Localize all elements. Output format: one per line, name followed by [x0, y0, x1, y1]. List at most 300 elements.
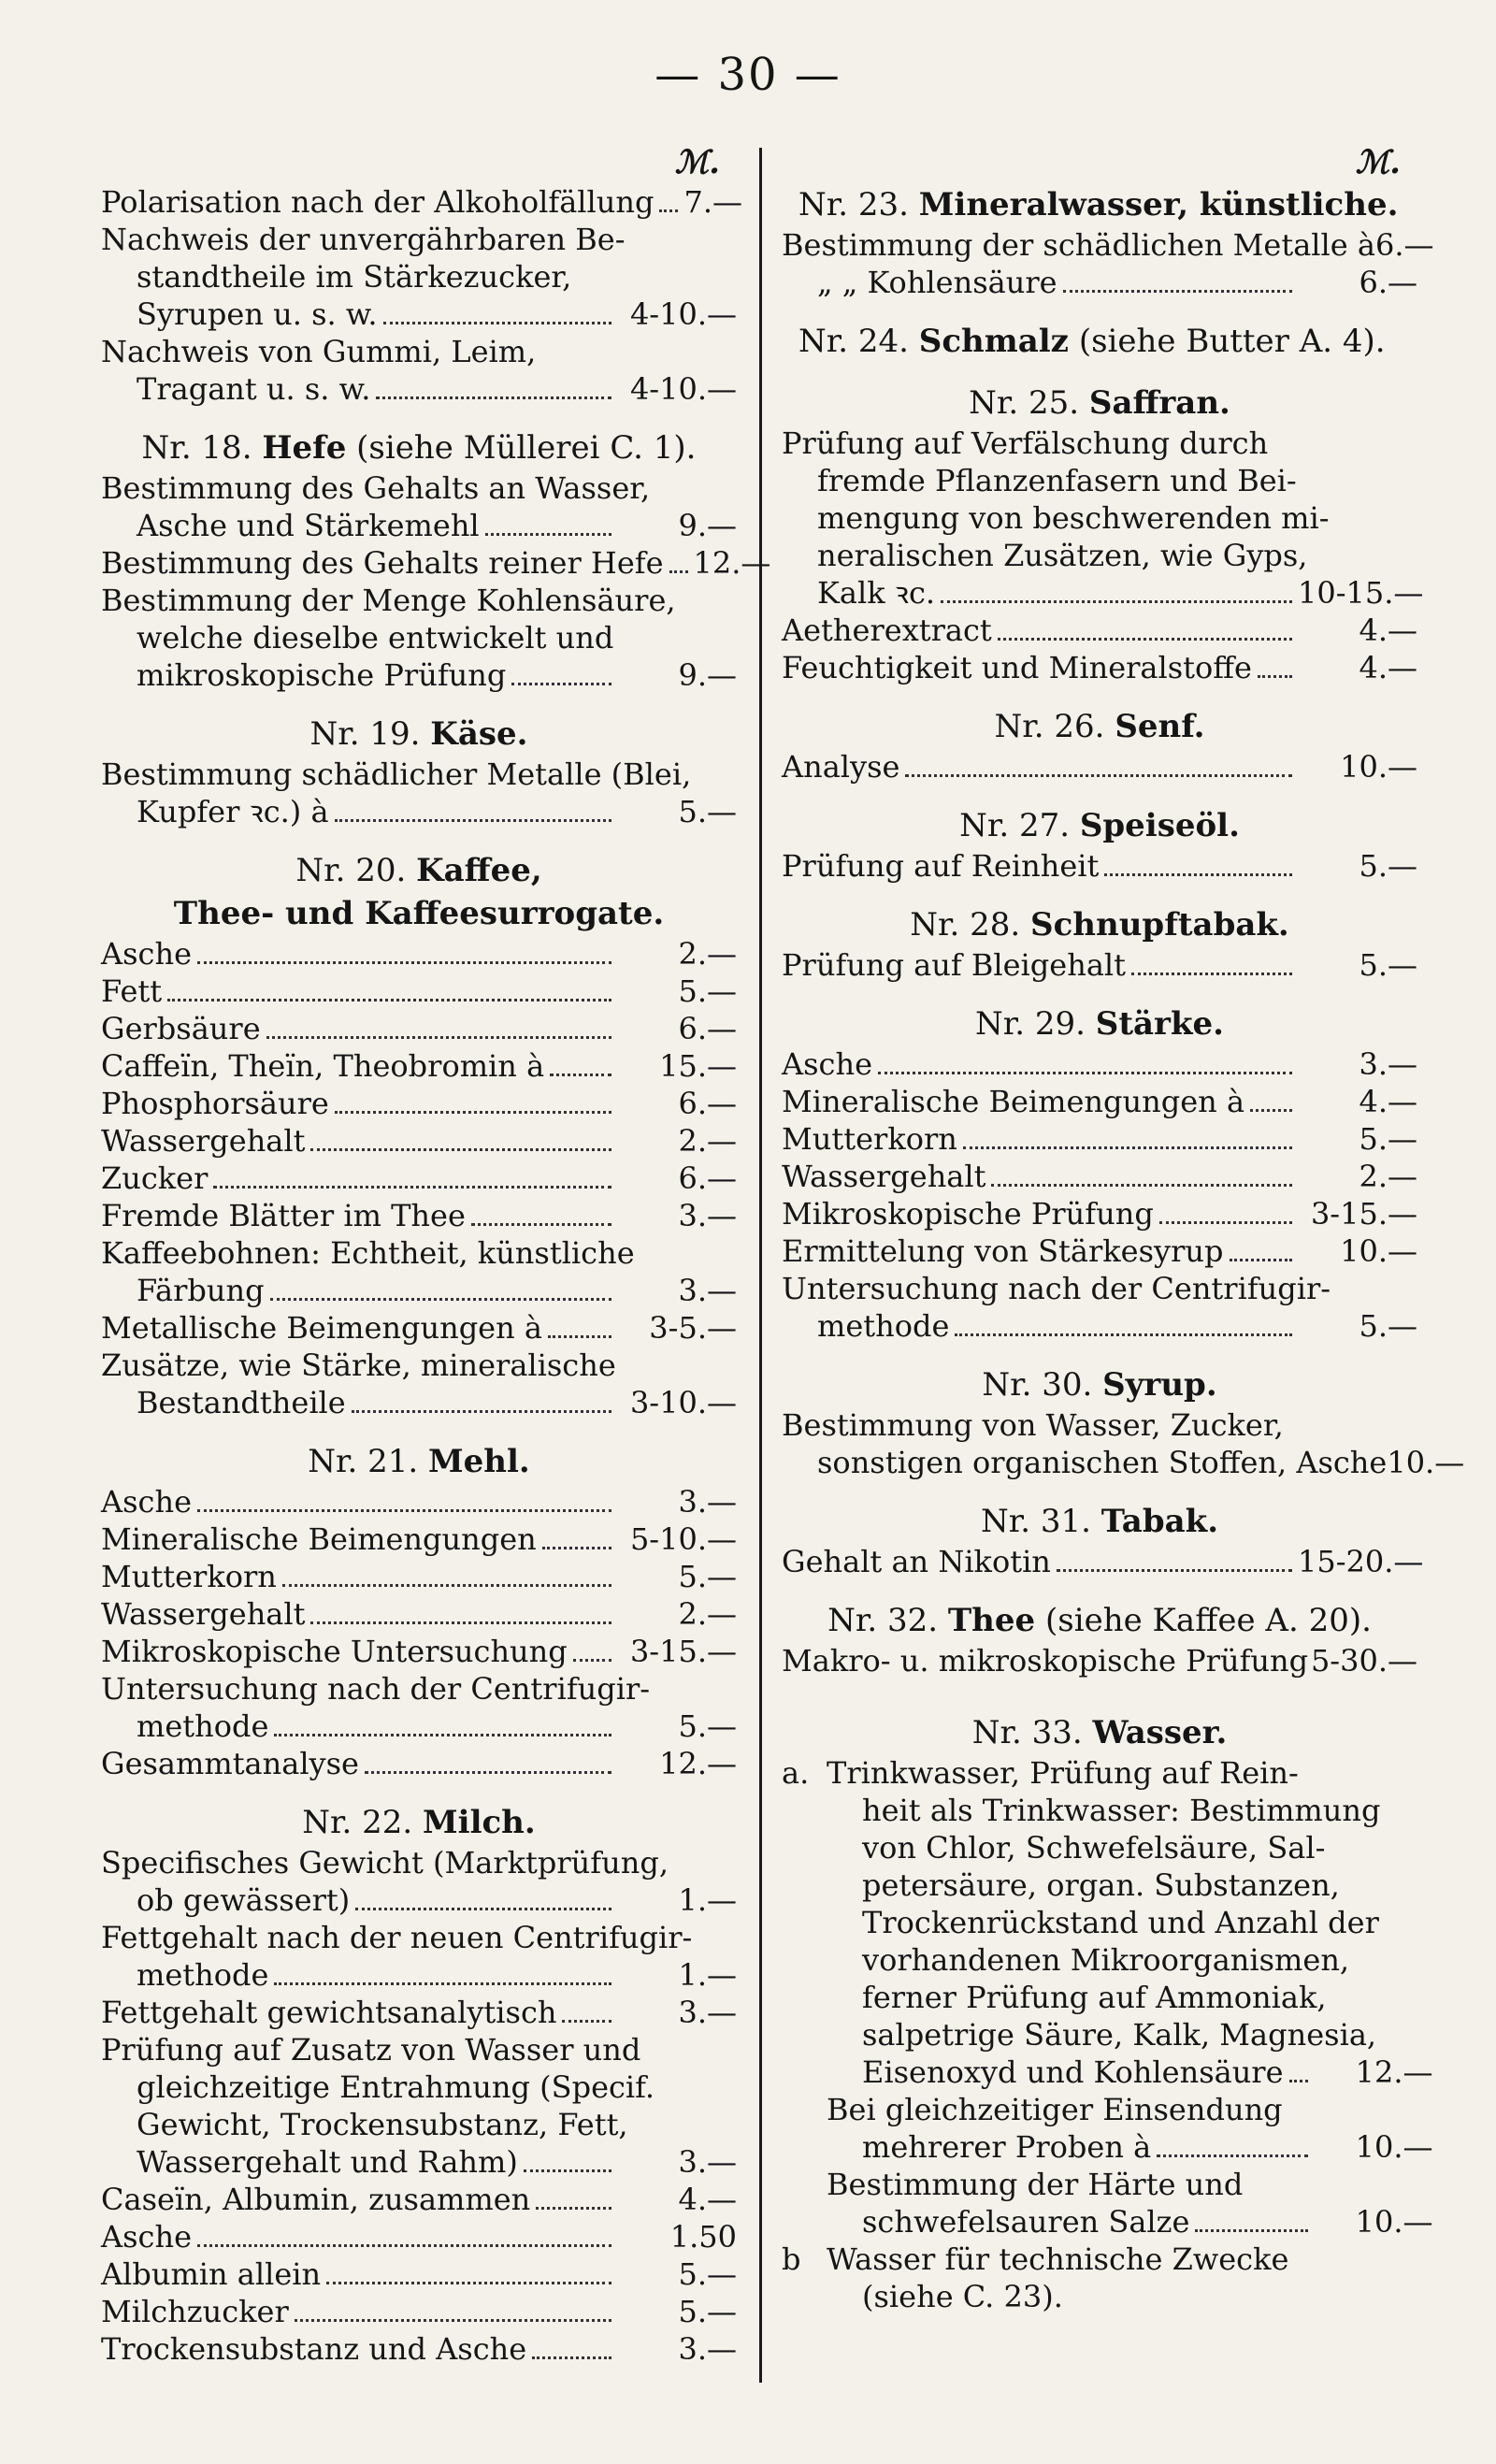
dot-leader — [1195, 2229, 1307, 2232]
entry-text-line: von Chlor, Schwefelsäure, Sal- — [862, 1830, 1326, 1866]
dot-leader — [1289, 2080, 1308, 2082]
entry-price: 6.— — [678, 1011, 737, 1046]
entry-price: 3.— — [1359, 1046, 1417, 1082]
price-entry — [101, 1956, 737, 1994]
entry-price: 12.— — [659, 1746, 737, 1781]
entry-price: 4.— — [1359, 650, 1417, 685]
entry-text-line: Bestimmung des Gehalts an Wasser, — [101, 470, 651, 506]
section-title: Speiseöl. — [1079, 807, 1240, 844]
entry-text-line: Bestimmung der Härte und — [827, 2167, 1244, 2202]
section-heading — [782, 705, 1417, 748]
price-entry — [101, 1197, 737, 1234]
entry-name: Bestandtheile — [137, 1385, 346, 1420]
dot-leader — [352, 1410, 611, 1413]
price-entry — [782, 1045, 1417, 1083]
section-heading — [101, 849, 737, 892]
entry-text-line: Nachweis der unvergährbaren Be- — [101, 222, 626, 257]
price-entry — [782, 1307, 1417, 1345]
section-note: (siehe Kaffee A. 20). — [1044, 1602, 1372, 1639]
entry-price: 5.— — [1359, 947, 1417, 983]
water-item — [782, 2241, 1417, 2315]
entry-name: Feuchtigkeit und Mineralstoffe — [782, 650, 1252, 685]
section-title: Thee — [947, 1602, 1036, 1639]
entry-price: 3-15.— — [629, 1634, 737, 1669]
entry-price: 1.— — [678, 1957, 737, 1993]
price-entry — [101, 544, 771, 582]
entry-price: 3.— — [678, 1198, 737, 1233]
price-entry — [101, 1272, 737, 1309]
entry-name: Albumin allein — [101, 2256, 322, 2292]
entry-price: 4.— — [1359, 612, 1417, 648]
entry-name: Wassergehalt — [782, 1159, 986, 1194]
entry-price: 3.— — [678, 1995, 737, 2030]
section-number: Nr. 31. — [980, 1503, 1091, 1540]
section-title: Käse. — [430, 715, 528, 753]
entry-name: Tragant u. s. w. — [137, 371, 371, 407]
dot-leader — [485, 533, 611, 536]
entry-name: Kalk ꝛc. — [817, 575, 936, 611]
entry-name: Ermittelung von Stärkesyrup — [782, 1233, 1224, 1269]
entry-price: 5.— — [678, 1559, 737, 1594]
entry-name: Asche — [782, 1046, 872, 1082]
price-entry — [782, 1195, 1417, 1232]
dot-leader — [998, 638, 1292, 641]
price-entry — [101, 1633, 737, 1670]
entry-name: Asche — [101, 936, 192, 972]
price-entry — [101, 2330, 737, 2368]
entry-price: 3.— — [678, 2331, 737, 2367]
dot-leader — [326, 2282, 611, 2284]
section-heading — [782, 1002, 1417, 1045]
price-entry — [827, 2053, 1433, 2091]
section-heading — [782, 382, 1417, 425]
dot-leader — [991, 1184, 1292, 1187]
entry-name: Färbung — [137, 1273, 265, 1308]
dot-leader — [542, 1547, 611, 1549]
entry-text-line: standtheile im Stärkezucker, — [137, 259, 572, 295]
dot-leader — [1063, 290, 1292, 293]
dot-leader — [941, 600, 1292, 603]
entry-text-line: vorhandenen Mikroorganismen, — [862, 1942, 1350, 1978]
left-column — [101, 142, 771, 2368]
entry-price: 5.— — [1359, 1121, 1417, 1157]
entry-text-line: Gewicht, Trockensubstanz, Fett, — [137, 2107, 628, 2142]
price-entry — [782, 1120, 1417, 1158]
section-title: Wasser. — [1092, 1714, 1228, 1751]
dot-leader — [511, 683, 611, 685]
entry-name: Prüfung auf Bleigehalt — [782, 947, 1126, 983]
price-entry — [101, 2255, 737, 2293]
section-number: Nr. 22. — [302, 1804, 413, 1841]
entry-price: 3.— — [678, 2144, 737, 2180]
entry-name: methode — [137, 1708, 269, 1744]
dot-leader — [310, 1621, 611, 1624]
price-entry — [101, 656, 737, 694]
entry-text-line: mengung von beschwerenden mi- — [817, 500, 1330, 536]
item-marker: a. — [782, 1755, 810, 1791]
entry-price: 9.— — [678, 657, 737, 693]
entry-text-line: Trinkwasser, Prüfung auf Rein- — [827, 1755, 1299, 1791]
entry-price: 5.— — [1359, 1308, 1417, 1344]
price-entry — [101, 507, 737, 544]
entry-price: 10.— — [1355, 2129, 1433, 2165]
dot-leader — [197, 2244, 611, 2247]
dot-leader — [1057, 1569, 1292, 1572]
price-entry — [782, 264, 1417, 301]
section-number: Nr. 33. — [971, 1714, 1083, 1751]
dot-leader — [282, 1584, 611, 1587]
dot-leader — [536, 2207, 611, 2210]
price-entry — [827, 2203, 1433, 2241]
entry-price: 2.— — [678, 936, 737, 972]
entry-name: Asche — [101, 2219, 192, 2255]
entry-name: mehrerer Proben à — [862, 2129, 1152, 2165]
price-entry — [101, 1160, 737, 1197]
entry-price: 5-30.— — [1310, 1643, 1417, 1679]
section-number: Nr. 21. — [308, 1443, 419, 1480]
entry-price: 3-15.— — [1310, 1196, 1417, 1232]
entry-name: Makro- u. mikroskopische Prüfung — [782, 1643, 1309, 1679]
entry-price: 2.— — [678, 1596, 737, 1632]
entry-text-line: Bei gleichzeitiger Einsendung — [827, 2092, 1283, 2127]
dot-leader — [197, 1509, 611, 1512]
dot-leader — [274, 1982, 611, 1985]
section-number: Nr. 30. — [982, 1366, 1093, 1404]
section-note: (siehe Butter A. 4). — [1078, 323, 1386, 360]
price-entry — [101, 1010, 737, 1047]
currency-symbol: ℳ. — [674, 144, 720, 181]
section-number: Nr. 28. — [910, 906, 1021, 944]
dot-leader — [963, 1146, 1292, 1149]
price-entry — [782, 1158, 1417, 1195]
entry-name: Caseïn, Albumin, zusammen — [101, 2182, 531, 2217]
entry-name: Analyse — [782, 749, 900, 785]
dot-leader — [383, 322, 611, 324]
section-number: Nr. 20. — [295, 852, 407, 889]
price-entry — [101, 1881, 737, 1919]
price-entry — [101, 183, 742, 221]
dot-leader — [1157, 2154, 1307, 2157]
price-entry — [101, 2181, 737, 2218]
section-title: Mineralwasser, künstliche. — [918, 186, 1399, 223]
right-column — [782, 142, 1465, 2315]
price-entry — [101, 370, 737, 408]
entry-text-line: petersäure, organ. Substanzen, — [862, 1867, 1340, 1903]
entry-price: 7.— — [683, 184, 742, 220]
price-entry — [101, 1483, 737, 1520]
item-marker: b — [782, 2241, 801, 2277]
dot-leader — [524, 2169, 611, 2172]
section-heading — [101, 426, 737, 469]
dot-leader — [1250, 1109, 1292, 1112]
price-entry — [782, 649, 1417, 686]
entry-name: ob gewässert) — [137, 1882, 351, 1918]
entry-price: 12.— — [1355, 2054, 1433, 2090]
entry-price: 10.— — [1387, 1445, 1465, 1480]
dot-leader — [562, 2020, 611, 2023]
entry-price: 4-10.— — [629, 371, 737, 407]
entry-price: 10.— — [1340, 1233, 1417, 1269]
section-subtitle: Thee- und Kaffeesurrogate. — [173, 895, 665, 932]
section-heading — [782, 1363, 1417, 1406]
entry-name: Mutterkorn — [101, 1559, 277, 1594]
entry-text-line: ferner Prüfung auf Ammoniak, — [862, 1980, 1327, 2015]
price-entry — [101, 295, 737, 333]
dot-leader — [669, 570, 688, 573]
item-body — [827, 2241, 1417, 2315]
price-entry — [101, 1595, 737, 1633]
dot-leader — [548, 1335, 611, 1338]
dot-leader — [1131, 973, 1292, 975]
dot-leader — [213, 1186, 611, 1189]
entry-text-line: Untersuchung nach der Centrifugir- — [782, 1271, 1331, 1306]
entry-text-line: fremde Pflanzenfasern und Bei- — [817, 463, 1297, 498]
dot-leader — [365, 1771, 611, 1774]
entry-price: 10-15.— — [1298, 575, 1424, 611]
entry-price: 10.— — [1340, 749, 1417, 785]
entry-name: Wassergehalt und Rahm) — [137, 2144, 518, 2180]
entry-name: Mikroskopische Untersuchung — [101, 1634, 568, 1669]
price-entry — [782, 847, 1417, 885]
entry-price: 15-20.— — [1298, 1544, 1424, 1579]
entry-price: 5.— — [678, 1708, 737, 1744]
dot-leader — [905, 774, 1292, 777]
dot-leader — [310, 1148, 611, 1151]
section-number: Nr. 27. — [959, 807, 1071, 844]
entry-name: Asche — [101, 1484, 192, 1520]
entry-price: 2.— — [1359, 1159, 1417, 1194]
price-entry — [101, 1745, 737, 1782]
section-number: Nr. 26. — [994, 708, 1105, 745]
entry-price: 15.— — [659, 1048, 737, 1084]
entry-name: Polarisation nach der Alkoholfällung — [101, 184, 654, 220]
price-entry — [101, 1708, 737, 1745]
price-entry — [101, 2143, 737, 2181]
price-entry — [827, 2278, 1417, 2315]
dot-leader — [1159, 1221, 1292, 1224]
entry-text-line: Wasser für technische Zwecke — [827, 2241, 1289, 2277]
entry-price: 1.50 — [669, 2219, 737, 2255]
entry-price: 4.— — [1359, 1084, 1417, 1119]
price-entry — [101, 1309, 737, 1347]
section-heading — [101, 713, 737, 756]
price-entry — [101, 973, 737, 1010]
entry-name: (siehe C. 23). — [862, 2279, 1063, 2314]
price-entry — [101, 1558, 737, 1595]
entry-text-line: welche dieselbe entwickelt und — [137, 620, 614, 656]
dot-leader — [270, 1298, 611, 1301]
dot-leader — [1258, 675, 1292, 678]
entry-price: 1.— — [678, 1882, 737, 1918]
price-entry — [101, 2293, 737, 2330]
water-item — [782, 1754, 1433, 2241]
entry-name: Aetherextract — [782, 612, 992, 648]
entry-name: Zucker — [101, 1160, 209, 1196]
section-heading — [782, 804, 1417, 847]
section-title: Kaffee, — [416, 852, 542, 889]
entry-name: Bestimmung des Gehalts reiner Hefe — [101, 545, 664, 581]
dot-leader — [532, 2356, 611, 2359]
entry-price: 3-5.— — [649, 1310, 737, 1346]
price-entry — [782, 1543, 1424, 1580]
section-title: Mehl. — [428, 1443, 530, 1480]
entry-name: Kupfer ꝛc.) à — [137, 794, 329, 829]
column-divider — [759, 148, 762, 2383]
entry-name: Trockensubstanz und Asche — [101, 2331, 527, 2367]
entry-name: Metallische Beimengungen à — [101, 1310, 542, 1346]
entry-name: Mikroskopische Prüfung — [782, 1196, 1154, 1232]
entry-name: Wassergehalt — [101, 1596, 306, 1632]
section-heading — [782, 183, 1417, 226]
entry-text-line: Bestimmung von Wasser, Zucker, — [782, 1407, 1284, 1443]
dot-leader — [355, 1908, 611, 1910]
price-entry — [782, 1444, 1465, 1481]
entry-price: 5-10.— — [629, 1521, 737, 1557]
entry-price: 9.— — [678, 508, 737, 543]
section-heading — [101, 1801, 737, 1844]
entry-name: Phosphorsäure — [101, 1086, 329, 1121]
section-title: Schnupftabak. — [1030, 906, 1289, 944]
dot-leader — [266, 1036, 611, 1039]
section-number: Nr. 18. — [141, 429, 252, 467]
price-entry — [782, 1642, 1417, 1679]
section-note: (siehe Müllerei C. 1). — [356, 429, 697, 467]
price-entry — [782, 612, 1417, 649]
entry-name: Caffeïn, Theïn, Theobromin à — [101, 1048, 545, 1084]
entry-text-line: Nachweis von Gummi, Leim, — [101, 334, 537, 369]
section-number: Nr. 32. — [827, 1602, 939, 1639]
price-entry — [782, 748, 1417, 785]
entry-name: methode — [817, 1308, 950, 1344]
section-heading — [782, 1500, 1417, 1543]
entry-text-line: heit als Trinkwasser: Bestimmung — [862, 1793, 1381, 1828]
dot-leader — [550, 1073, 611, 1076]
entry-name: Eisenoxyd und Kohlensäure — [862, 2054, 1284, 2090]
entry-name: Mutterkorn — [782, 1121, 957, 1157]
entry-name: Gesammtanalyse — [101, 1746, 359, 1781]
price-entry — [101, 793, 737, 830]
price-entry — [782, 1083, 1417, 1120]
entry-name: Gehalt an Nikotin — [782, 1544, 1051, 1579]
section-title: Saffran. — [1088, 384, 1230, 422]
entry-name: Mineralische Beimengungen — [101, 1521, 537, 1557]
entry-text-line: Prüfung auf Verfälschung durch — [782, 425, 1269, 461]
dot-leader — [471, 1223, 611, 1226]
entry-price: 3.— — [678, 1484, 737, 1520]
dot-leader — [659, 209, 678, 212]
dot-leader — [955, 1333, 1292, 1336]
dot-leader — [167, 999, 611, 1001]
section-title: Stärke. — [1095, 1005, 1224, 1043]
price-entry — [101, 1047, 737, 1085]
section-title: Syrup. — [1102, 1366, 1217, 1404]
currency-symbol: ℳ. — [1355, 144, 1401, 181]
entry-price: 4-10.— — [629, 296, 737, 332]
section-number: Nr. 23. — [798, 186, 909, 223]
entry-name: methode — [137, 1957, 269, 1993]
section-title: Milch. — [423, 1804, 536, 1841]
section-title: Senf. — [1115, 708, 1205, 745]
entry-name: Fett — [101, 973, 163, 1009]
section-title: Schmalz — [918, 323, 1069, 360]
entry-text-line: Kaffeebohnen: Echtheit, künstliche — [101, 1235, 635, 1271]
price-entry — [101, 1122, 737, 1160]
entry-name: Mineralische Beimengungen à — [782, 1084, 1245, 1119]
entry-price: 4.— — [678, 2182, 737, 2217]
entry-price: 2.— — [678, 1123, 737, 1159]
entry-text-line: Prüfung auf Zusatz von Wasser und — [101, 2032, 641, 2068]
section-heading — [782, 320, 1417, 363]
section-title: Hefe — [262, 429, 347, 467]
entry-text-line: Trockenrückstand und Anzahl der — [862, 1905, 1379, 1940]
price-entry — [782, 1232, 1417, 1270]
entry-text-line: Untersuchung nach der Centrifugir- — [101, 1671, 651, 1707]
dot-leader — [295, 2319, 611, 2322]
entry-price: 5.— — [678, 2256, 737, 2292]
dot-leader — [274, 1734, 611, 1736]
entry-price: 3.— — [678, 1273, 737, 1308]
entry-name: Asche und Stärkemehl — [137, 508, 480, 543]
entry-name: Gerbsäure — [101, 1011, 261, 1046]
entry-text-line: salpetrige Säure, Kalk, Magnesia, — [862, 2017, 1377, 2053]
entry-text-line: gleichzeitige Entrahmung (Specif. — [137, 2069, 655, 2105]
section-heading — [782, 1599, 1417, 1642]
item-body — [827, 1754, 1433, 2241]
entry-text-line: Bestimmung der Menge Kohlensäure, — [101, 583, 676, 618]
entry-text-line: Bestimmung schädlicher Metalle (Blei, — [101, 756, 692, 792]
entry-price: 6.— — [678, 1086, 737, 1121]
entry-text-line: neralischen Zusätzen, wie Gyps, — [817, 538, 1308, 573]
dot-leader — [197, 961, 611, 964]
entry-name: Wassergehalt — [101, 1123, 306, 1159]
price-entry — [782, 574, 1424, 612]
entry-text-line: Fettgehalt nach der neuen Centrifugir- — [101, 1920, 693, 1955]
page-number: — 30 — — [654, 49, 842, 101]
entry-price: 5.— — [678, 973, 737, 1009]
price-entry — [101, 935, 737, 973]
section-number: Nr. 19. — [309, 715, 421, 753]
entry-price: 5.— — [678, 2294, 737, 2329]
entry-price: 5.— — [678, 794, 737, 829]
section-heading — [782, 903, 1417, 946]
dot-leader — [878, 1072, 1292, 1074]
entry-name: Prüfung auf Reinheit — [782, 848, 1100, 884]
dot-leader — [335, 819, 611, 822]
dot-leader — [376, 396, 611, 399]
entry-name: Milchzucker — [101, 2294, 289, 2329]
price-entry — [101, 1520, 737, 1558]
entry-name: schwefelsauren Salze — [862, 2204, 1190, 2240]
dot-leader — [335, 1111, 611, 1114]
section-title: Tabak. — [1100, 1503, 1219, 1540]
section-heading — [782, 1711, 1417, 1754]
entry-price: 5.— — [1359, 848, 1417, 884]
entry-text-line: Specifisches Gewicht (Marktprüfung, — [101, 1845, 669, 1880]
price-entry — [101, 1085, 737, 1122]
price-entry — [782, 226, 1434, 264]
entry-price: 6.— — [1374, 227, 1434, 263]
section-heading — [101, 1440, 737, 1483]
dot-leader — [1104, 873, 1292, 876]
entry-name: Fremde Blätter im Thee — [101, 1198, 466, 1233]
section-number: Nr. 25. — [969, 384, 1080, 422]
entry-price: 6.— — [1359, 265, 1417, 300]
dot-leader — [573, 1659, 611, 1662]
entry-name: Syrupen u. s. w. — [137, 296, 378, 332]
entry-price: 6.— — [678, 1160, 737, 1196]
entry-name: Fettgehalt gewichtsanalytisch — [101, 1995, 557, 2030]
price-entry — [827, 2128, 1433, 2166]
